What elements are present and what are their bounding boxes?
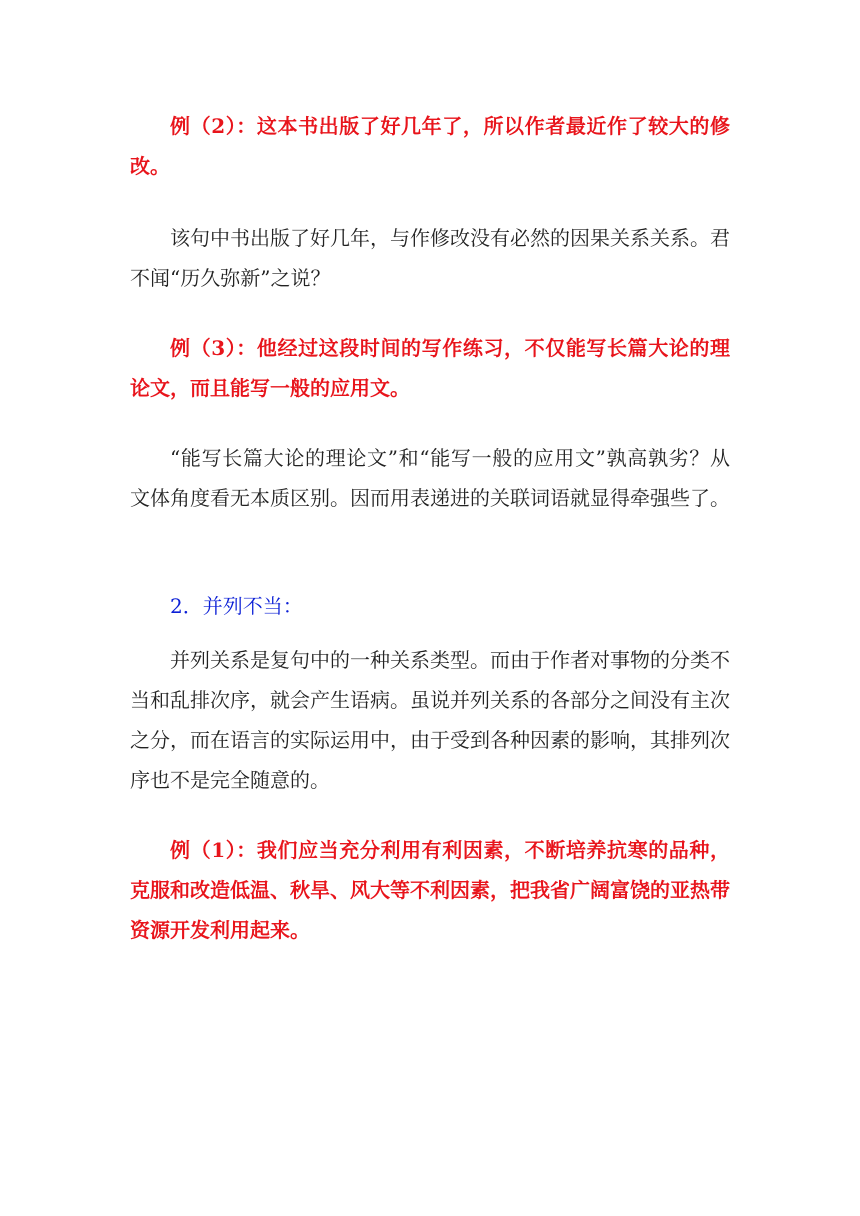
example-3-paragraph: 例（3）：他经过这段时间的写作练习，不仅能写长篇大论的理论文，而且能写一般的应用文。 (130, 336, 730, 400)
body-paragraph-3: 并列关系是复句中的一种关系类型。而由于作者对事物的分类不当和乱排次序，就会产生语病。虽说并列关系的各部分之间没有主次之分，而在语言的实际运用中，由于受到各种因素的影响，其排列次序也不是完全随意的。 (130, 648, 730, 792)
body-paragraph-1: 该句中书出版了好几年，与作修改没有必然的因果关系关系。君不闻“历久弥新”之说？ (130, 226, 730, 290)
example-1-paragraph: 例（1）：我们应当充分利用有利因素，不断培养抗寒的品种，克服和改造低温、秋旱、风大等不利因素，把我省广阔富饶的亚热带资源开发利用起来。 (130, 838, 730, 942)
section-heading: 2．并列不当： (170, 594, 303, 618)
body-paragraph-2: “能写长篇大论的理论文”和“能写一般的应用文”孰高孰劣？从文体角度看无本质区别。因而用表递进的关联词语就显得牵强些了。 (130, 446, 730, 510)
example-2-paragraph: 例（2）：这本书出版了好几年了，所以作者最近作了较大的修改。 (130, 114, 730, 178)
